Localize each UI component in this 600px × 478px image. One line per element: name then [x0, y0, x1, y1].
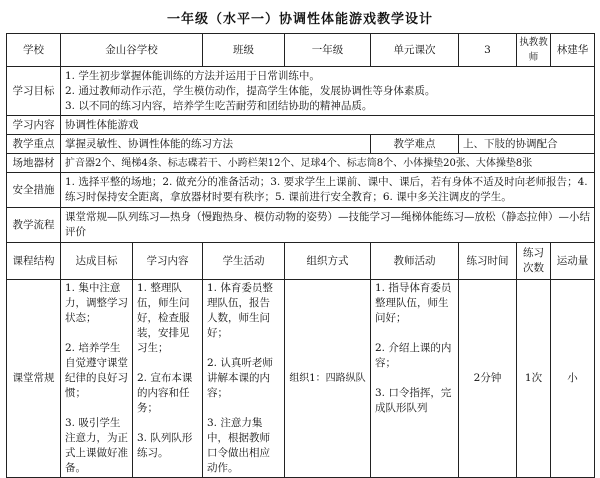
equipment-row [7, 154, 595, 173]
goals-label: 学习目标 [7, 67, 61, 116]
grade-label: 班级 [203, 34, 285, 67]
process-label: 教学流程 [7, 208, 61, 243]
equipment-label: 场地器材 [7, 154, 61, 173]
school-label: 学校 [7, 34, 61, 67]
document-title: 一年级（水平一）协调性体能游戏教学设计 [166, 12, 433, 27]
school-value: 金山谷学校 [61, 34, 203, 67]
row-time: 2分钟 [459, 280, 517, 478]
col-structure: 课程结构 [7, 243, 61, 280]
goal-item: 2. 通过教师动作示范，学生模仿动作，提高学生体能，发展协调性等身体素质。 [65, 84, 436, 97]
goals-row [7, 67, 595, 116]
goal-item: 3. 以不同的练习内容，培养学生吃苦耐劳和团结协助的精神品质。 [65, 99, 373, 112]
row-organization: 组织1：四路纵队 [285, 280, 371, 478]
key-row [7, 135, 595, 154]
difficulty-label: 教学难点 [371, 135, 459, 154]
col-teacher: 教师活动 [371, 243, 459, 280]
row-teacher: 1. 指导体育委员整理队伍，师生问好； 2. 介绍上课的内容； 3. 口令指挥，完成队形队列 [371, 280, 459, 478]
row-count: 1次 [517, 280, 551, 478]
lesson-plan-table [6, 33, 595, 478]
key-label: 教学重点 [7, 135, 61, 154]
row-student: 1. 体育委员整理队伍，报告人数，师生问好； 2. 认真听老师讲解本课的内容； 3. 注意力集中，根据教师口令做出相应动作。 [203, 280, 285, 478]
safety-label: 安全措施 [7, 173, 61, 208]
process-row [7, 208, 595, 243]
safety-row [7, 173, 595, 208]
key-value: 掌握灵敏性、协调性体能的练习方法 [61, 135, 371, 154]
row-goals: 1. 集中注意力，调整学习状态； 2. 培养学生自觉遵守课堂纪律的良好习惯； 3. 吸引学生注意力，为正式上课做好准备。 [61, 280, 133, 478]
content-row [7, 116, 595, 135]
content-label: 学习内容 [7, 116, 61, 135]
goal-item: 1. 学生初步掌握体能训练的方法并运用于日常训练中。 [65, 69, 320, 82]
teacher-value: 林建华 [551, 34, 595, 67]
teacher-label: 执教教师 [517, 34, 551, 67]
col-time: 练习时间 [459, 243, 517, 280]
col-content: 学习内容 [133, 243, 203, 280]
col-student: 学生活动 [203, 243, 285, 280]
col-goals: 达成目标 [61, 243, 133, 280]
row-structure: 课堂常规 [7, 280, 61, 478]
column-header-row [7, 243, 595, 280]
col-organization: 组织方式 [285, 243, 371, 280]
process-value: 课堂常规—队列练习—热身（慢跑热身、模仿动物的姿势）—技能学习—绳梯体能练习—放松（静态拉伸）—小结评价 [61, 208, 595, 243]
routine-row [7, 280, 595, 478]
row-content: 1. 整理队伍，师生问好，检查服装，安排见习生； 2. 宣布本课的内容和任务； 3. 队列队形练习。 [133, 280, 203, 478]
content-value: 协调性体能游戏 [61, 116, 595, 135]
unit-label: 单元课次 [371, 34, 459, 67]
grade-value: 一年级 [285, 34, 371, 67]
equipment-value: 扩音器2个、绳梯4条、标志碟若干、小跨栏架12个、足球4个、标志筒8个、小体操垫20张、大体操垫8张 [61, 154, 595, 173]
safety-value: 1. 选择平整的场地；2. 做充分的准备活动；3. 要求学生上课前、课中、课后，若有身体不适及时向老师报告；4. 练习时保持安全距离，拿放器材时要有秩序；5. 课前进行安全教育；6. 课中多关注调皮的学生。 [61, 173, 595, 208]
col-count: 练习次数 [517, 243, 551, 280]
difficulty-value: 上、下肢的协调配合 [459, 135, 595, 154]
col-intensity: 运动量 [551, 243, 595, 280]
header-row [7, 34, 595, 67]
row-intensity: 小 [551, 280, 595, 478]
unit-value: 3 [459, 34, 517, 67]
goals-list [61, 67, 595, 116]
